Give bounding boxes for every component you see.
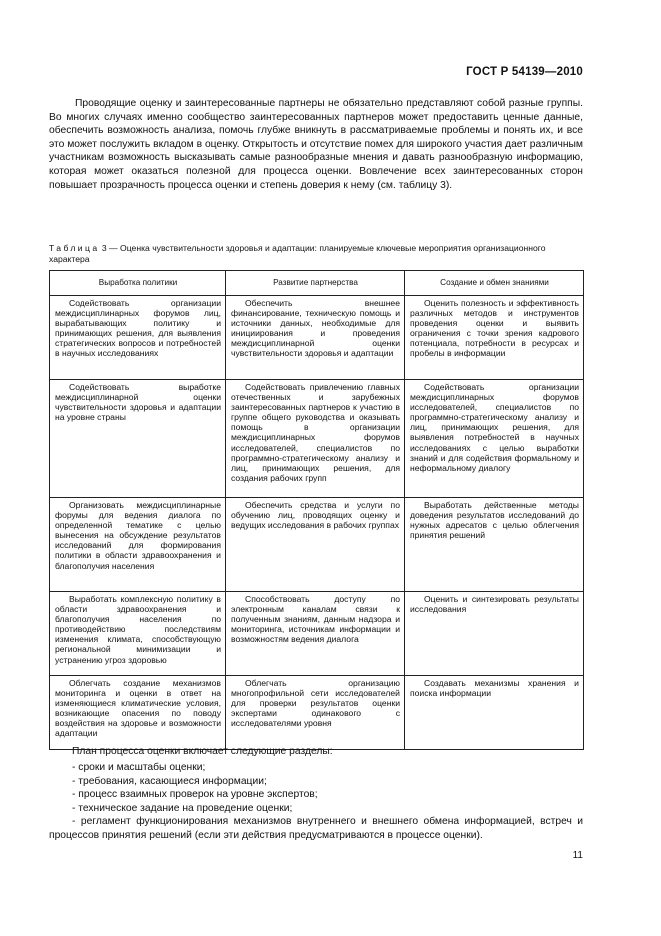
table-cell: Облегчать создание механизмов мониторинга и оценки в ответ на изменяющиеся климатические условия, возникающие опасения по поводу воздействия на здоровье и возможности адаптации [50,676,226,750]
table-cell: Создавать механизмы хранения и поиска информации [405,676,584,750]
table-cell: Способствовать доступу по электронным каналам связи к полученным знаниям, данным надзора и мониторинга, источникам информации и возможностям ведения диалога [226,592,405,676]
table-header-row [50,271,584,296]
table-row [50,498,584,592]
column-header-partnership: Развитие партнерства [226,271,405,296]
intro-paragraph: Проводящие оценку и заинтересованные партнеры не обязательно представляют собой разные группы. Во многих случаях именно сообщество заинтересованных партнеров может предоставить ценные данные, обеспечить возможность анализа, помочь глубже вникнуть в рассматриваемые проблемы и понять их, и все это может послужить вкладом в оценку. Открытость и отсутствие помех для широкого участия дает различным участникам возможность высказывать самые разнообразные мнения и давать разнообразную информацию, которая может оказаться полезной для процесса оценки. Вовлечение всех заинтересованных сторон повышает прозрачность процесса оценки и степень доверия к нему (см. таблицу 3). [49,98,583,191]
table-row [50,676,584,750]
list-item: - сроки и масштабы оценки; [72,762,206,773]
table-cell: Обеспечить средства и услуги по обучению лиц, проводящих оценку и ведущих исследования в рабочих группах [226,498,405,592]
activities-table [49,270,584,750]
document-header: ГОСТ Р 54139—2010 [466,66,583,78]
table-cell: Содействовать привлечению главных отечественных и зарубежных заинтересованных партнеров к участию в группе общего руководства и оказывать помощь в организации междисциплинарных форумов исследователей, специалистов по программно-стратегическому анализу и лиц, принимающих решения, для создания рабочих групп [226,380,405,498]
table-cell: Содействовать организации междисциплинарных форумов исследователей, специалистов по программно-стратегическому анализу и лиц, принимающих решения, для выявления потребностей в научных исследованиях с целью выработки знаний и для содействия формальному и неформальному диалогу [405,380,584,498]
plan-title: План процесса оценки включает следующие разделы: [72,746,333,757]
table-cell: Содействовать выработке междисциплинарной оценки чувствительности здоровья и адаптации на уровне страны [50,380,226,498]
column-header-policy: Выработка политики [50,271,226,296]
list-item: - техническое задание на проведение оценки; [72,802,293,814]
table-row [50,380,584,498]
plan-list [72,761,318,815]
table-cell: Выработать комплексную политику в области здравоохранения и благополучия населения по противодействию последствиям изменения климата, способствующую региональной минимизации и устранению угроз здоровью [50,592,226,676]
list-item: - требования, касающиеся информации; [72,775,267,787]
table-row [50,592,584,676]
list-item: - процесс взаимных проверок на уровне экспертов; [72,789,318,801]
table-cell: Выработать действенные методы доведения результатов исследований до нужных адресатов с целью облегчения принятия решений [405,498,584,592]
table-cell: Обеспечить внешнее финансирование, техническую помощь и источники данных, необходимые для инициирования и проведения междисциплинарной оценки чувствительности здоровья и адаптации [226,296,405,380]
table-cell: Облегчать организацию многопрофильной сети исследователей для проверки результатов оценки экспертами одинакового с исследователями уровня [226,676,405,750]
column-header-knowledge: Создание и обмен знаниями [405,271,584,296]
table-cell: Оценить и синтезировать результаты исследования [405,592,584,676]
table-cell: Оценить полезность и эффективность различных методов и инструментов проведения оценки и выявить ограничения с точки зрения кадрового потенциала, потребности в ресурсах и пробелы в информации [405,296,584,380]
table-caption-label: Таблица [49,243,100,253]
table-caption [49,243,583,265]
table-row [50,296,584,380]
page-number: 11 [572,850,583,861]
plan-closing-item: - регламент функционирования механизмов внутреннего и внешнего обмена информацией, встреч и процессов принятия решений (если эти действия предусматриваются в процессе оценки). [49,816,583,841]
table-cell: Организовать междисциплинарные форумы для ведения диалога по определенной тематике с целью вынесения на обсуждение результатов исследований для формирования политики в области здравоохранения и благополучия населения [50,498,226,592]
table-cell: Содействовать организации междисциплинарных форумов лиц, вырабатывающих политику и принимающих решения, для выявления стратегических вопросов и потребностей в научных исследованиях [50,296,226,380]
table-caption-text: 3 — Оценка чувствительности здоровья и адаптации: планируемые ключевые мероприятия организационного характера [49,243,546,264]
